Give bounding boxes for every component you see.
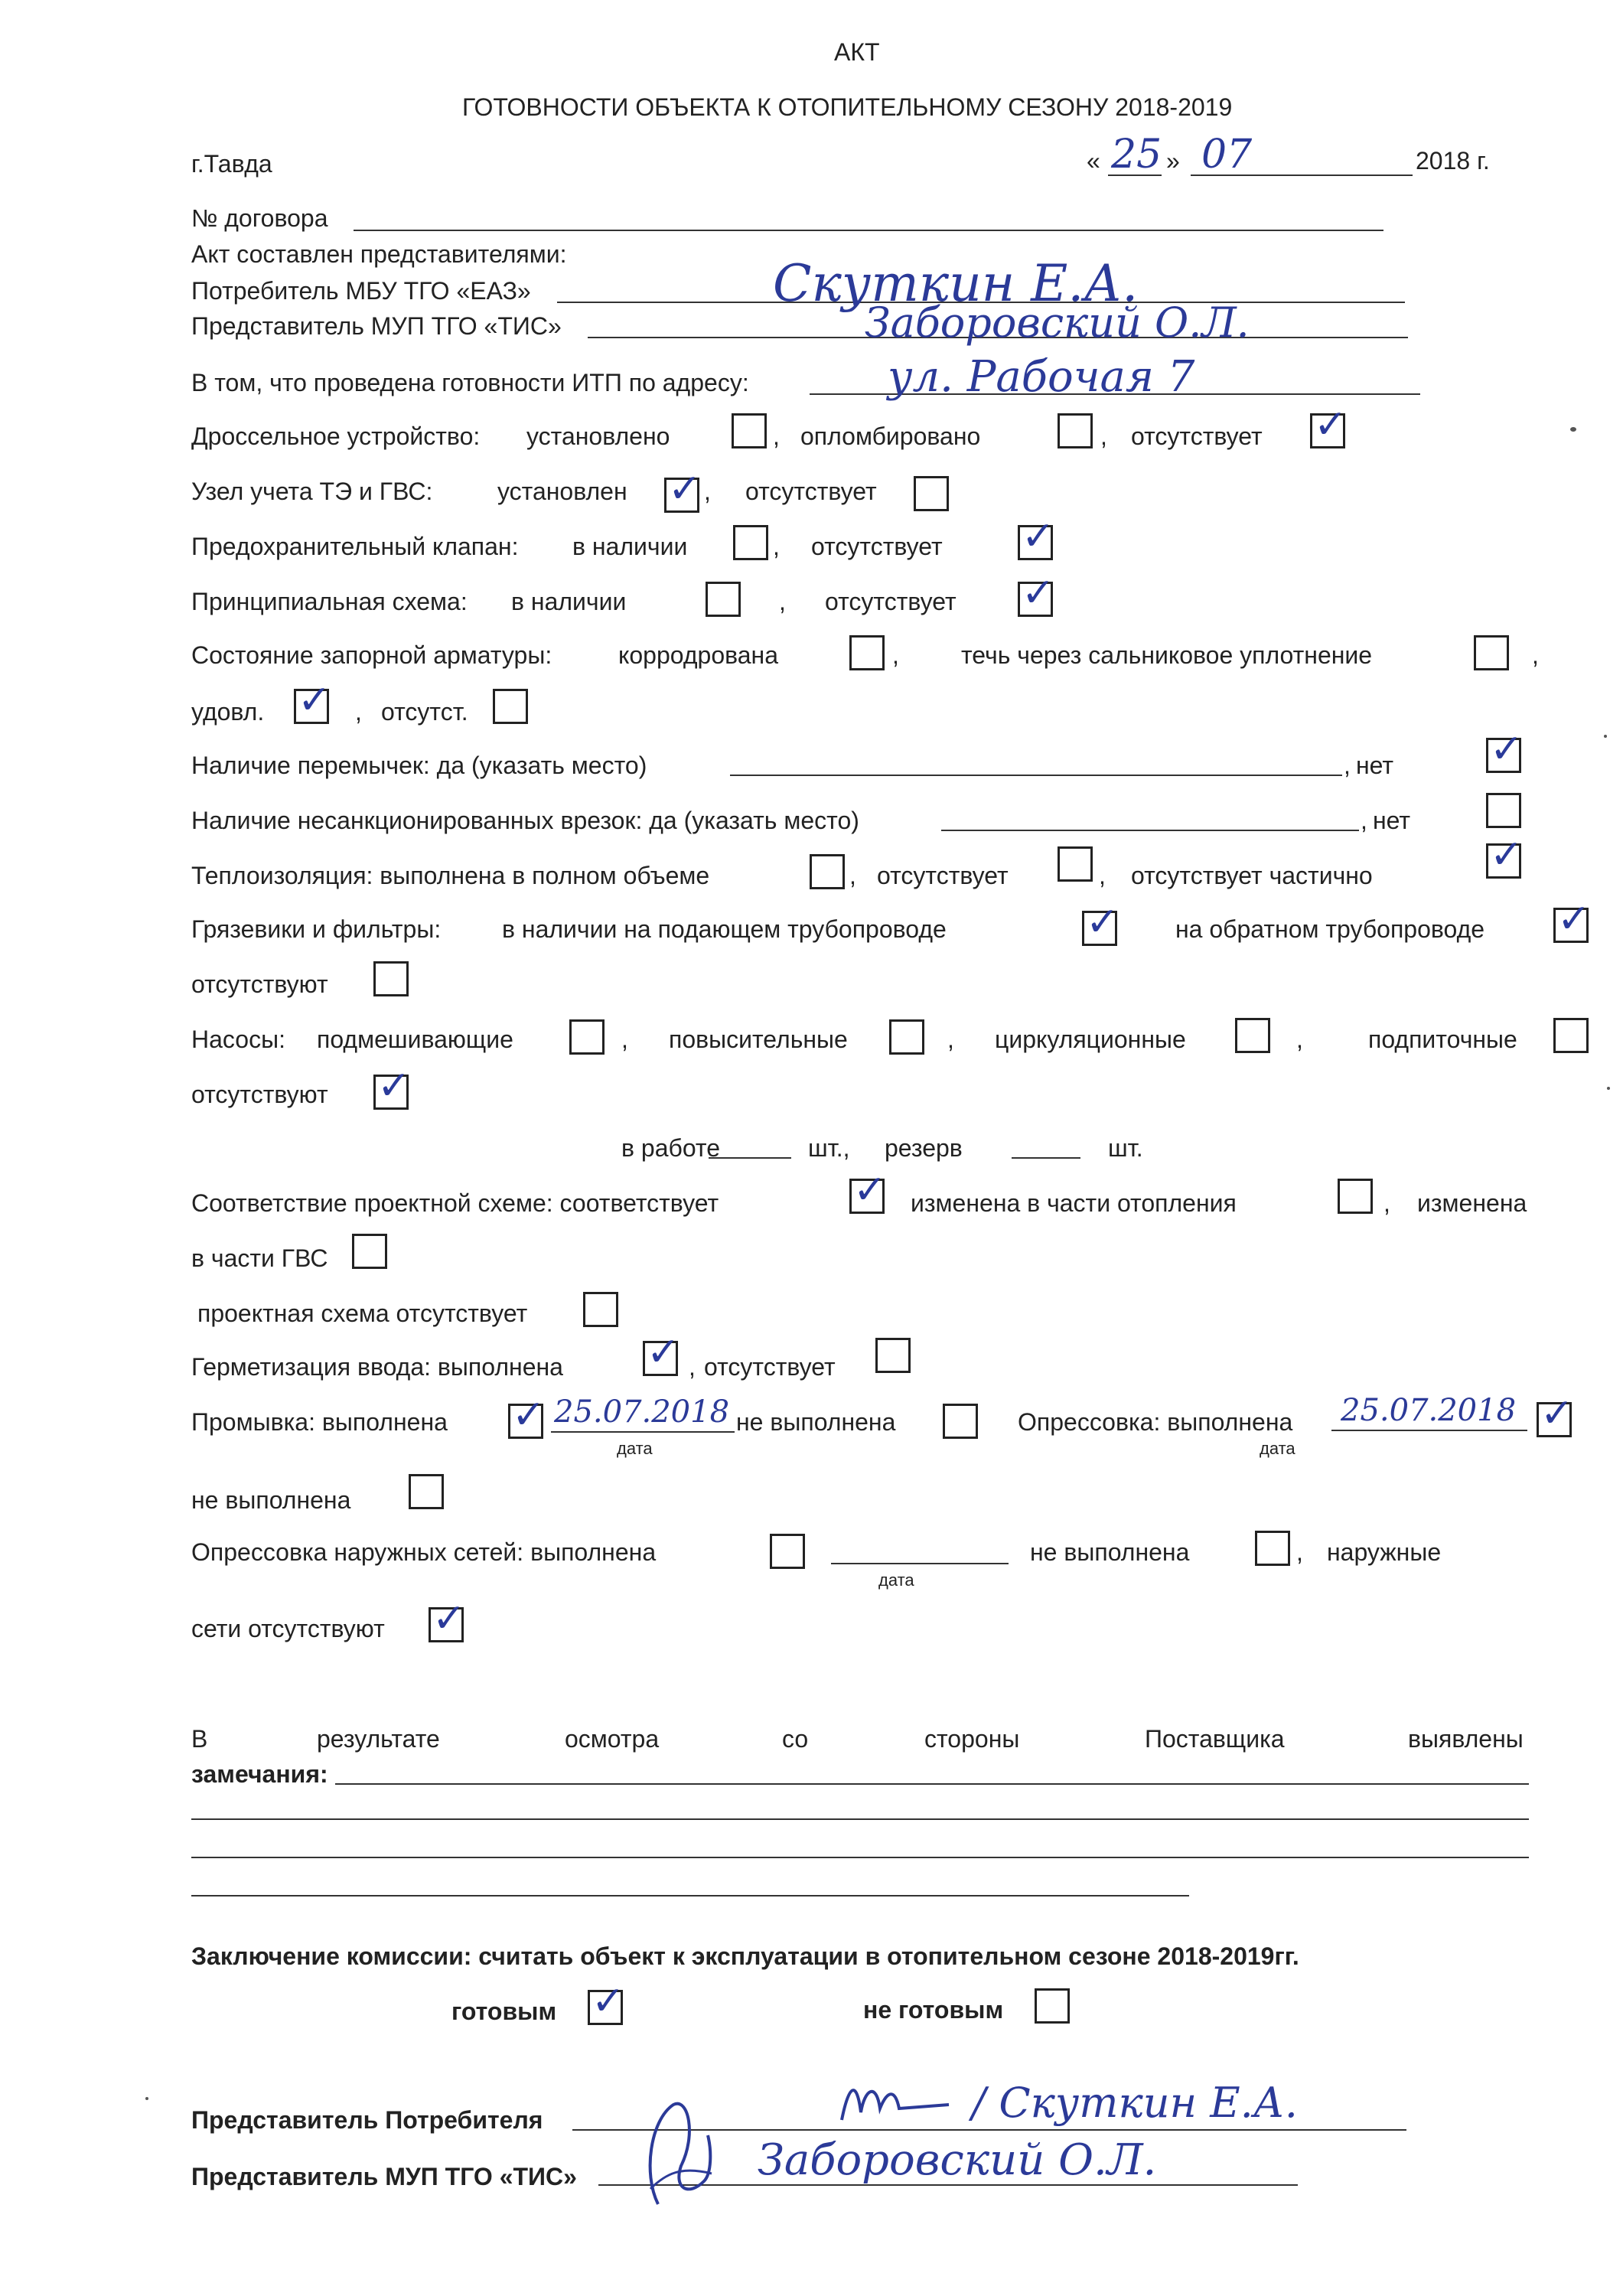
outer-label: Опрессовка наружных сетей: выполнена: [191, 1538, 657, 1566]
throttle-opt-absent: отсутствует: [1131, 422, 1263, 450]
taps-no-checkbox[interactable]: [1486, 793, 1521, 828]
address-label: В том, что проведена готовности ИТП по адресу:: [191, 369, 749, 396]
sealing-absent-checkbox[interactable]: [875, 1338, 911, 1373]
project-opt-absent: проектная схема отсутствует: [197, 1300, 528, 1327]
sealing-label: Герметизация ввода: выполнена: [191, 1353, 563, 1381]
pressure-date-caption: дата: [1260, 1439, 1295, 1458]
meter-opt-absent: отсутствует: [745, 478, 877, 505]
pumps-opt-absent: отсутствуют: [191, 1081, 328, 1108]
pressure-done-checkbox[interactable]: [1537, 1391, 1574, 1437]
check-icon: ✓: [1557, 896, 1591, 942]
flushing-opt-not-done: не выполнена: [736, 1408, 896, 1436]
pressure-not-done-checkbox[interactable]: [409, 1474, 444, 1509]
pumps-reserve-line: [1012, 1157, 1080, 1159]
valve-opt-present: в наличии: [572, 533, 688, 560]
throttle-opt-installed: установлено: [526, 422, 670, 450]
insulation-label: Теплоизоляция: выполнена в полном объеме: [191, 862, 710, 889]
jumpers-opt-no: нет: [1356, 752, 1394, 779]
conclusion-not-ready-checkbox[interactable]: [1035, 1988, 1070, 2024]
valve-opt-absent: отсутствует: [811, 533, 943, 560]
remarks-line-3: [191, 1857, 1529, 1858]
sign-supplier-name: Заборовский О.Л.: [758, 2135, 1157, 2185]
supplier-signature-mark: [635, 2089, 727, 2212]
reps-intro: Акт составлен представителями:: [191, 240, 567, 268]
pumps-opt-circulation: циркуляционные: [995, 1026, 1186, 1053]
remarks-line-1: [335, 1783, 1529, 1785]
pumps-working-label: в работе: [621, 1134, 720, 1162]
contract-line: [354, 230, 1383, 231]
sealing-done-checkbox[interactable]: [643, 1329, 680, 1376]
pumps-label: Насосы:: [191, 1026, 285, 1053]
jumpers-line: [730, 775, 1342, 776]
pumps-boost-checkbox[interactable]: [889, 1019, 924, 1055]
pressure-label: Опрессовка: выполнена: [1018, 1408, 1293, 1436]
address-value: ул. Рабочая 7: [888, 352, 1195, 402]
project-label: Соответствие проектной схеме: соответствует: [191, 1189, 719, 1217]
valve-present-checkbox[interactable]: [733, 525, 768, 560]
check-icon: ✓: [668, 466, 702, 512]
flushing-date: 25.07.2018: [554, 1394, 730, 1430]
check-icon: ✓: [647, 1329, 680, 1375]
scan-speck: [1604, 735, 1607, 738]
remarks-line-2: [191, 1818, 1529, 1820]
pressure-date: 25.07.2018: [1341, 1393, 1517, 1428]
outer-absent-checkbox[interactable]: [429, 1596, 466, 1642]
flushing-done-checkbox[interactable]: [508, 1392, 546, 1439]
pressure-opt-not-done: не выполнена: [191, 1486, 351, 1514]
sign-consumer-name: / Скуткин Е.А.: [972, 2079, 1298, 2127]
outer-done-checkbox[interactable]: [770, 1534, 805, 1569]
throttle-installed-checkbox[interactable]: [732, 413, 767, 448]
project-absent-checkbox[interactable]: [583, 1292, 618, 1327]
city: г.Тавда: [191, 150, 272, 178]
scheme-opt-absent: отсутствует: [825, 588, 957, 615]
scan-speck: [1570, 427, 1576, 432]
project-opt-gvs: в части ГВС: [191, 1244, 328, 1272]
throttle-label: Дроссельное устройство:: [191, 422, 481, 450]
conclusion-text: Заключение комиссии: считать объект к эксплуатации в отопительном сезоне 2018-2019гг.: [191, 1942, 1299, 1970]
fittings-label: Состояние запорной арматуры:: [191, 641, 552, 669]
jumpers-no-checkbox[interactable]: [1486, 726, 1524, 773]
date-day: 25: [1111, 132, 1162, 178]
filters-supply-checkbox[interactable]: [1082, 899, 1119, 946]
pumps-opt-mixing: подмешивающие: [317, 1026, 513, 1053]
project-opt-changed: изменена: [1417, 1189, 1527, 1217]
pumps-pcs-1: шт.,: [808, 1134, 850, 1162]
project-matches-checkbox[interactable]: [849, 1167, 887, 1214]
date-close-quote: »: [1166, 147, 1180, 174]
filters-label: Грязевики и фильтры:: [191, 915, 442, 943]
conclusion-not-ready-label: не готовым: [863, 1996, 1004, 2024]
fittings-opt-ok: удовл.: [191, 698, 265, 726]
meter-absent-checkbox[interactable]: [914, 476, 949, 511]
project-gvs-checkbox[interactable]: [352, 1234, 387, 1269]
check-icon: ✓: [298, 677, 331, 723]
check-icon: ✓: [1314, 402, 1348, 448]
project-opt-heating: изменена в части отопления: [911, 1189, 1237, 1217]
sign-consumer-label: Представитель Потребителя: [191, 2106, 543, 2134]
supplier-label: Представитель МУП ТГО «ТИС»: [191, 312, 562, 340]
doc-title: АКТ: [834, 38, 880, 66]
check-icon: ✓: [432, 1596, 466, 1642]
pumps-absent-checkbox[interactable]: [373, 1063, 411, 1110]
valve-absent-checkbox[interactable]: [1018, 514, 1055, 560]
scan-speck: [145, 2097, 148, 2100]
insulation-absent-checkbox[interactable]: [1058, 846, 1093, 882]
flushing-label: Промывка: выполнена: [191, 1408, 448, 1436]
consumer-label: Потребитель МБУ ТГО «ЕАЗ»: [191, 277, 531, 305]
check-icon: ✓: [1540, 1391, 1574, 1437]
remarks-word-7: выявлены: [1408, 1725, 1524, 1753]
remarks-label: замечания:: [191, 1760, 328, 1788]
remarks-word-6: Поставщика: [1145, 1725, 1285, 1753]
insulation-opt-partial: отсутствует частично: [1131, 862, 1373, 889]
throttle-absent-checkbox[interactable]: [1310, 402, 1348, 448]
fittings-ok-checkbox[interactable]: [294, 677, 331, 724]
taps-line: [941, 830, 1359, 831]
meter-opt-installed: установлен: [497, 478, 627, 505]
pumps-reserve-label: резерв: [885, 1134, 963, 1162]
check-icon: ✓: [377, 1063, 411, 1109]
check-icon: ✓: [1022, 570, 1055, 616]
consumer-name: Скуткин Е.А.: [773, 254, 1139, 313]
filters-absent-checkbox[interactable]: [373, 961, 409, 996]
date-day-line: [1108, 174, 1162, 176]
conclusion-ready-checkbox[interactable]: [588, 1978, 625, 2025]
insulation-full-checkbox[interactable]: [810, 854, 845, 889]
scheme-absent-checkbox[interactable]: [1018, 570, 1055, 617]
outer-opt-not-done: не выполнена: [1030, 1538, 1190, 1566]
filters-opt-absent: отсутствуют: [191, 970, 328, 998]
filters-return-checkbox[interactable]: [1553, 896, 1591, 943]
pressure-date-line: [1331, 1430, 1527, 1431]
taps-label: Наличие несанкционированных врезок: да (указать место): [191, 807, 859, 834]
flushing-date-caption: дата: [617, 1439, 653, 1458]
contract-label: № договора: [191, 204, 328, 232]
date-open-quote: «: [1087, 147, 1100, 174]
valve-label: Предохранительный клапан:: [191, 533, 519, 560]
scheme-present-checkbox[interactable]: [706, 582, 741, 617]
outer-opt-absent-a: наружные: [1327, 1538, 1442, 1566]
check-icon: ✓: [512, 1392, 546, 1438]
conclusion-ready-label: готовым: [451, 1998, 557, 2025]
outer-date-line: [831, 1563, 1009, 1564]
remarks-word-4: со: [782, 1725, 809, 1753]
filters-opt-supply: в наличии на подающем трубопроводе: [502, 915, 947, 943]
insulation-partial-checkbox[interactable]: [1486, 832, 1524, 879]
throttle-opt-sealed: опломбировано: [800, 422, 981, 450]
outer-date-caption: дата: [878, 1570, 914, 1590]
fittings-leak-checkbox[interactable]: [1474, 635, 1509, 670]
insulation-opt-absent: отсутствует: [877, 862, 1009, 889]
date-month-line: [1191, 174, 1413, 176]
document-page: АКТ ГОТОВНОСТИ ОБЪЕКТА К ОТОПИТЕЛЬНОМУ СЕЗОНУ 2018-2019 г.Тавда « 25 » 07 2018 г. № договора Акт составлен представителями: Потребитель МБУ ТГО «ЕАЗ» Скуткин Е.А. Представитель МУП ТГО «ТИС» Заборовский О.Л. В том, что проведена готовности ИТП по адресу: ул. Рабочая 7 Дроссельное устройство: установлено , опломбировано , отсутствует ✓ Узел учета ТЭ и ГВС: установлен ✓ , отсутствует Предохранительный клапан: в наличии , отсутствует ✓ Принципиальная схема: в наличии , отсутствует ✓ Состояние запорной арматуры: корродрована , течь через сальниковое уплотнение , удовл. ✓ , отсутст. Наличие перемычек: да (указать место) , нет ✓ Наличие несанкционированных врезок: да (указать место) , нет Теплоизоляция: выполнена в полном объеме , отсутствует , отсутствует частично ✓ Грязевики и фильтры: в наличии на подающем трубопроводе ✓ на обратном трубопроводе ✓ отсутствуют Насосы: подмешивающие , повысительные , циркуляционные , подпиточные отсутствуют ✓ в работе шт., резерв шт. Соответствие проектной схеме: соответствует ✓ изменена в части отопления , изменена в части ГВС проектная схема отсутствует Герметизация ввода: выполнена ✓ , отсутствует Промывка: выполнена ✓ 25.07.2018 дата не выполнена Опрессовка: выполнена 25.07.2018 дата ✓ не выполнена Опрессовка наружных сетей: выполнена дата не выполнена , наружные сети отсутствуют ✓ В результате осмотра со стороны Поставщика выявлены замечания: Заключение комиссии: считать объект к эксплуатации в отопительном сезоне 2018-2019гг. готовым ✓ не готовым Представитель Потребителя / Скуткин Е.А. Представитель МУП ТГО «ТИС» Заборовский О.Л.: [0, 0, 1623, 2296]
fittings-absent-checkbox[interactable]: [493, 689, 528, 724]
scheme-opt-present: в наличии: [511, 588, 627, 615]
consumer-signature-mark: [834, 2074, 957, 2135]
flushing-not-done-checkbox[interactable]: [943, 1404, 978, 1439]
scan-speck: [1607, 1087, 1610, 1090]
pumps-makeup-checkbox[interactable]: [1553, 1018, 1589, 1053]
project-heating-checkbox[interactable]: [1338, 1179, 1373, 1214]
date-month: 07: [1201, 132, 1253, 178]
check-icon: ✓: [1490, 832, 1524, 878]
remarks-line-4: [191, 1895, 1189, 1896]
check-icon: ✓: [592, 1978, 625, 2024]
sealing-opt-absent: отсутствует: [704, 1353, 836, 1381]
meter-label: Узел учета ТЭ и ГВС:: [191, 478, 433, 505]
jumpers-label: Наличие перемычек: да (указать место): [191, 752, 647, 779]
pumps-circulation-checkbox[interactable]: [1235, 1018, 1270, 1053]
fittings-opt-corroded: корродрована: [618, 641, 779, 669]
remarks-word-5: стороны: [924, 1725, 1020, 1753]
fittings-opt-leak: течь через сальниковое уплотнение: [961, 641, 1373, 669]
outer-opt-absent-b: сети отсутствуют: [191, 1615, 385, 1642]
remarks-word-1: В: [191, 1725, 208, 1753]
pumps-opt-boost: повысительные: [669, 1026, 848, 1053]
outer-not-done-checkbox[interactable]: [1255, 1531, 1290, 1566]
scheme-label: Принципиальная схема:: [191, 588, 468, 615]
pumps-mixing-checkbox[interactable]: [569, 1019, 605, 1055]
meter-installed-checkbox[interactable]: [664, 466, 702, 513]
pumps-opt-makeup: подпиточные: [1368, 1026, 1517, 1053]
flushing-date-line: [551, 1431, 735, 1433]
check-icon: ✓: [1086, 899, 1119, 945]
pumps-pcs-2: шт.: [1108, 1134, 1143, 1162]
check-icon: ✓: [1490, 726, 1524, 772]
pumps-working-line: [709, 1157, 791, 1159]
sign-supplier-label: Представитель МУП ТГО «ТИС»: [191, 2163, 577, 2190]
remarks-word-3: осмотра: [565, 1725, 660, 1753]
doc-subtitle: ГОТОВНОСТИ ОБЪЕКТА К ОТОПИТЕЛЬНОМУ СЕЗОНУ 2018-2019: [462, 93, 1233, 121]
fittings-corroded-checkbox[interactable]: [849, 635, 885, 670]
remarks-word-2: результате: [317, 1725, 440, 1753]
supplier-name: Заборовский О.Л.: [865, 298, 1250, 347]
check-icon: ✓: [853, 1167, 887, 1213]
date-year: 2018 г.: [1416, 147, 1490, 174]
fittings-opt-absent: отсутст.: [381, 698, 468, 726]
check-icon: ✓: [1022, 514, 1055, 559]
filters-opt-return: на обратном трубопроводе: [1175, 915, 1485, 943]
throttle-sealed-checkbox[interactable]: [1058, 413, 1093, 448]
taps-opt-no: нет: [1373, 807, 1411, 834]
